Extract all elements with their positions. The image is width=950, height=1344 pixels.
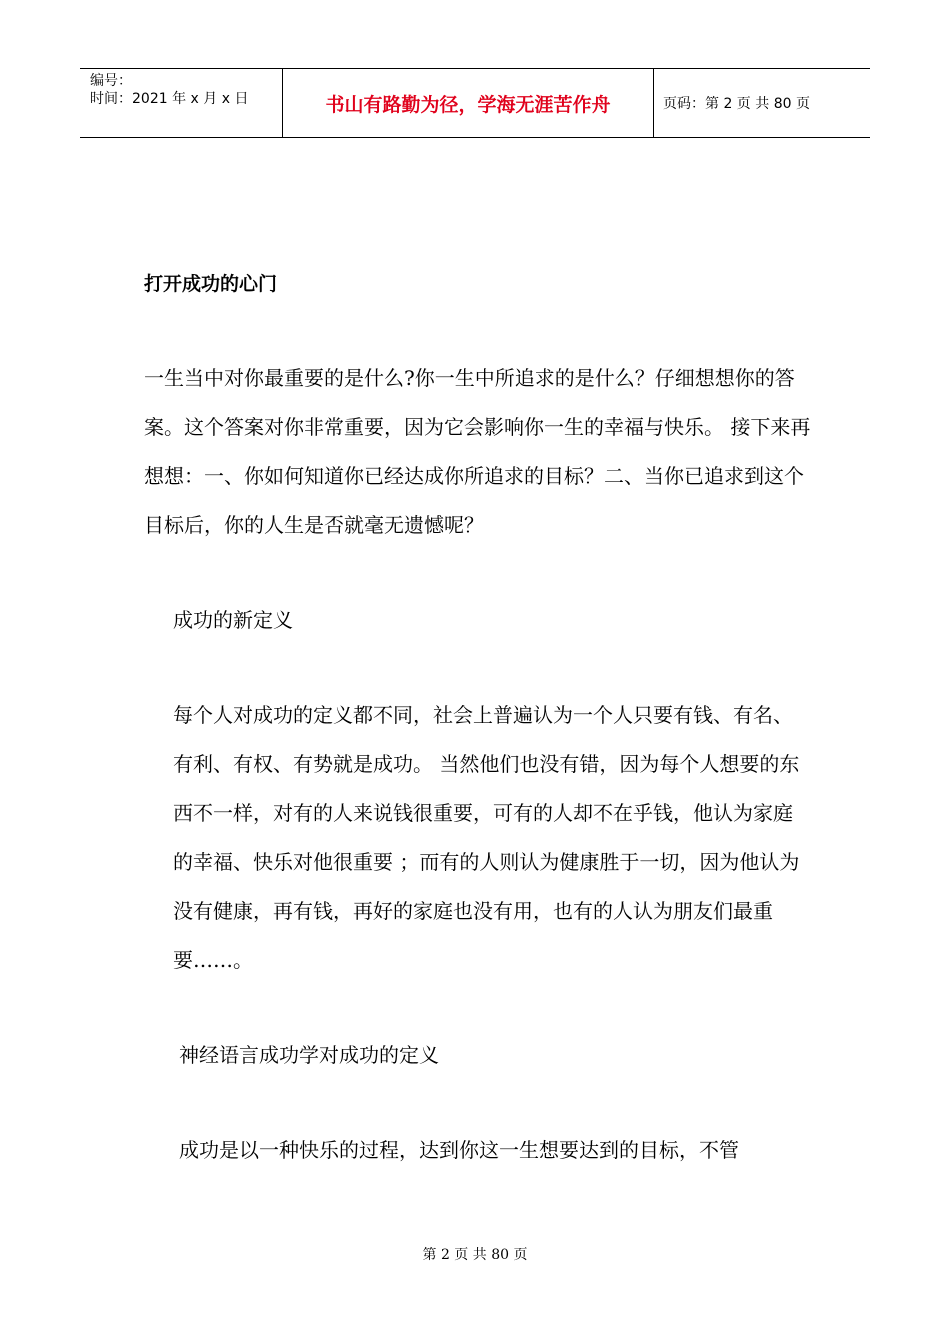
time-label: 时间：2021 年 x 月 x 日 [90,91,249,107]
header-meta [80,69,283,137]
section-paragraph-nlp: 成功是以一种快乐的过程，达到你这一生想要达到的目标，不管 [179,1138,739,1162]
article-body [144,264,812,1175]
section-heading-new-definition: 成功的新定义 [173,608,293,632]
page-footer: 第 2 页 共 80 页 [422,1247,528,1263]
header-motto: 书山有路勤为径，学海无涯苦作舟 [283,69,654,137]
page-header [80,68,870,138]
section-heading-nlp-definition: 神经语言成功学对成功的定义 [179,1043,439,1067]
header-page-info: 页码：第 2 页 共 80 页 [663,96,810,112]
number-label: 编号： [90,73,132,89]
intro-paragraph: 一生当中对你最重要的是什么?你一生中所追求的是什么？仔细想想你的答案。这个答案对你非常重要，因为它会影响你一生的幸福与快乐。 接下来再想想：一、你如何知道你已经达成你所追求的目标？二、当你已追求到这个目标后，你的人生是否就毫无遗憾呢？ [144,366,811,537]
section-paragraph-definition: 每个人对成功的定义都不同，社会上普遍认为一个人只要有钱、有名、有利、有权、有势就是成功。 当然他们也没有错，因为每个人想要的东西不一样，对有的人来说钱很重要，可有的人却不在乎钱，他认为家庭的幸福、快乐对他很重要 ；而有的人则认为健康胜于一切，因为他认为没有健康，再有钱，再好的家庭也没有用，也有的人认为朋友们最重要……。 [173,703,800,972]
article-title: 打开成功的心门 [144,273,278,295]
